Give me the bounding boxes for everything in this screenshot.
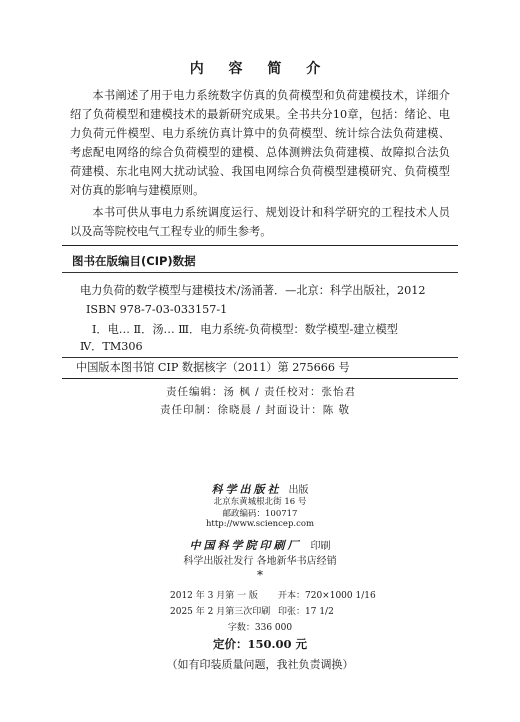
edition-sheets: 印张：17 1/2 xyxy=(278,607,334,617)
quality-notice: （如有印装质量问题，我社负责调换） xyxy=(166,658,354,671)
cip-number: 中国版本图书馆 CIP 数据核字（2011）第 275666 号 xyxy=(76,361,350,374)
edition-format: 开本：720×1000 1/16 xyxy=(278,591,376,601)
publisher-postcode: 邮政编码：100717 xyxy=(222,509,298,519)
edition-printing: 2025 年 2 月第三次印刷 xyxy=(170,607,271,617)
publisher-address: 北京东黄城根北街 16 号 xyxy=(213,497,307,507)
cip-isbn: ISBN 978-7-03-033157-1 xyxy=(86,303,228,316)
publisher-logo: 科学出版社 xyxy=(211,483,282,496)
cip-heading: 图书在版编目(CIP)数据 xyxy=(72,254,196,268)
summary-paragraph-1: 本书阐述了用于电力系统数字仿真的负荷模型和负荷建模技术，详细介绍了负荷模型和建模技术的最新研究成果。全书共分10章，包括：绪论、电力负荷元件模型、电力系统仿真计算中的负荷模型、统计综合法负荷建模、考虑配电网络的综合负荷模型的建模、总体测辨法负荷建模、故障拟合法负荷建模、东北电网大扰动试验、我国电网综合负荷模型建模研究、负荷模型对仿真的影响与建模原则。 xyxy=(70,89,450,197)
printer-logo: 中国科学院印刷厂 xyxy=(189,539,302,552)
printer-suffix: 印刷 xyxy=(310,541,331,552)
summary-title: 内 容 简 介 xyxy=(189,61,331,77)
separator-star: * xyxy=(257,568,263,582)
cip-subject-line: Ⅰ．电… Ⅱ．汤… Ⅲ．电力系统-负荷模型：数学模型-建立模型 xyxy=(92,323,398,336)
cip-heading-rule xyxy=(62,272,458,273)
publisher-suffix: 出版 xyxy=(288,485,309,496)
credits-line-1: 责任编辑：汤 枫 / 责任校对：张怡君 xyxy=(166,386,357,398)
cip-record-line: 电力负荷的数学模型与建模技术/汤涌著．—北京：科学出版社，2012 xyxy=(80,284,426,297)
summary-paragraph-2: 本书可供从事电力系统调度运行、规划设计和科学研究的工程技术人员以及高等院校电气工程专业的师生参考。 xyxy=(70,206,450,238)
cip-classification: Ⅳ．TM306 xyxy=(80,340,143,353)
distribution-line: 科学出版社发行 各地新华书店经销 xyxy=(183,556,337,567)
edition-first: 2012 年 3 月第 一 版 xyxy=(170,591,258,601)
credits-line-2: 责任印制：徐晓晨 / 封面设计：陈 敬 xyxy=(160,404,351,416)
price: 定价：150.00 元 xyxy=(212,637,307,651)
edition-word-count: 字数：336 000 xyxy=(227,623,293,633)
cip-middle-rule xyxy=(62,357,458,358)
cip-top-rule xyxy=(62,245,458,246)
cip-bottom-rule xyxy=(62,378,458,379)
publisher-website: http://www.sciencep.com xyxy=(205,519,315,529)
printer-line xyxy=(0,534,520,553)
